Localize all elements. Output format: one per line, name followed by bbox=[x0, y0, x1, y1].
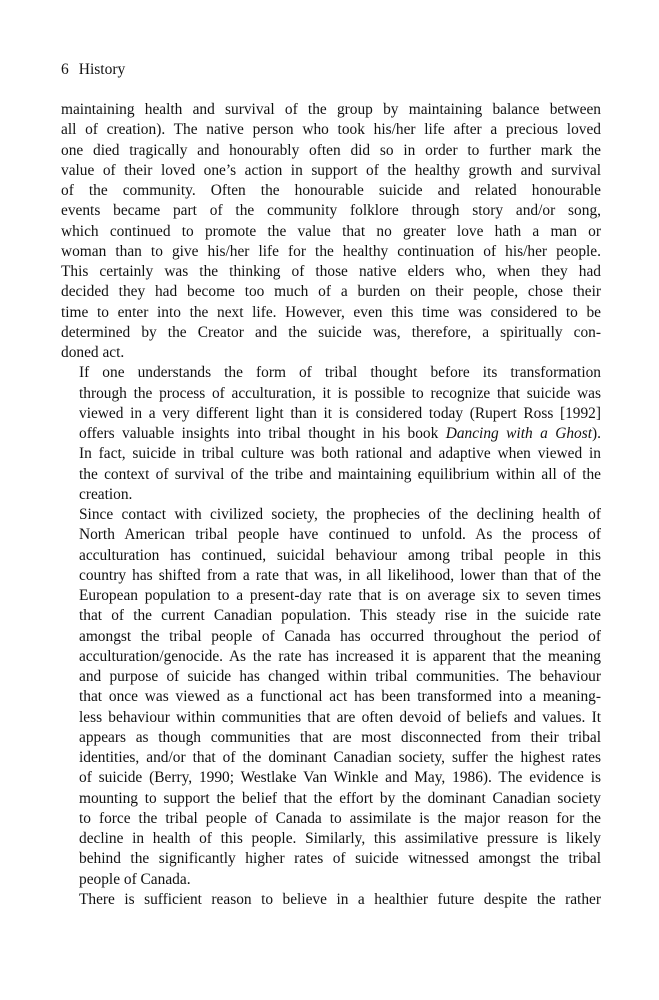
text-line bbox=[61, 424, 601, 444]
text-line: less behaviour within communities that are often devoid of beliefs and values. It bbox=[79, 708, 601, 726]
text-line: doned act. bbox=[61, 344, 125, 361]
text-line: This certainly was the thinking of those native elders who, when they had bbox=[61, 263, 601, 280]
text-line: country has shifted from a rate that was, in all likelihood, lower than that of the bbox=[79, 566, 601, 584]
text-line: mounting to support the belief that the effort by the dominant Canadian society bbox=[79, 789, 601, 807]
text-line: In fact, suicide in tribal culture was both rational and adaptive when viewed in bbox=[79, 445, 601, 463]
text-line: which continued to promote the value that no greater love hath a man or bbox=[61, 222, 601, 240]
running-title: History bbox=[78, 61, 126, 78]
text-line: determined by the Creator and the suicide was, therefore, a spiritually con- bbox=[61, 323, 601, 341]
text-line: decline in health of this people. Similarly, this assimilative pressure is likely bbox=[79, 830, 601, 847]
text-line: the context of survival of the tribe and maintaining equilibrium within all of the bbox=[79, 465, 601, 483]
text-line: events became part of the community folklore through story and/or song, bbox=[61, 202, 601, 220]
text-line: decided they had become too much of a burden on their people, chose their bbox=[61, 283, 601, 301]
text-line: all of creation). The native person who took his/her life after a precious loved bbox=[61, 121, 601, 139]
text-line: and purpose of suicide has changed within tribal communities. The behaviour bbox=[79, 668, 601, 685]
text-line: acculturation has continued, suicidal behaviour among tribal people in this bbox=[79, 546, 601, 564]
text-line: that once was viewed as a functional act has been transformed into a meaning- bbox=[79, 688, 601, 706]
text-line: behind the significantly higher rates of suicide witnessed amongst the tribal bbox=[79, 850, 601, 868]
paragraph bbox=[61, 100, 601, 363]
text-line: amongst the tribal people of Canada has occurred throughout the period of bbox=[79, 627, 601, 645]
text-line: through the process of acculturation, it is possible to recognize that suicide was bbox=[79, 384, 601, 402]
paragraph bbox=[61, 890, 601, 910]
text-line: acculturation/genocide. As the rate has increased it is apparent that the meaning bbox=[79, 647, 601, 665]
text-line: Since contact with civilized society, the prophecies of the declining health of bbox=[79, 506, 601, 523]
page-number: 6 bbox=[61, 61, 69, 78]
text-line: If one understands the form of tribal thought before its transformation bbox=[79, 364, 601, 382]
text-line: value of their loved one’s action in support of the healthy growth and survival bbox=[61, 161, 601, 179]
text-line: North American tribal people have continued to unfold. As the process of bbox=[79, 526, 601, 544]
paragraph bbox=[61, 505, 601, 890]
paragraph bbox=[61, 363, 601, 505]
text-segment: ). bbox=[592, 425, 601, 442]
text-line: people of Canada. bbox=[79, 870, 191, 888]
text-segment: offers valuable insights into tribal thought in his book bbox=[79, 425, 446, 442]
body-text bbox=[61, 100, 601, 910]
text-line: that of the current Canadian population. This steady rise in the suicide rate bbox=[79, 607, 601, 625]
text-line: viewed in a very different light than it is considered today (Rupert Ross [1992] bbox=[79, 404, 601, 422]
text-line: European population to a present-day rate that is on average six to seven times bbox=[79, 587, 601, 604]
text-line: one died tragically and honourably often did so in order to further mark the bbox=[61, 141, 601, 159]
text-line: creation. bbox=[79, 485, 133, 503]
text-line: appears as though communities that are most disconnected from their tribal bbox=[79, 728, 601, 746]
running-header bbox=[61, 60, 125, 80]
text-line: of the community. Often the honourable suicide and related honourable bbox=[61, 182, 601, 199]
text-line: woman than to give his/her life for the healthy continuation of his/her people. bbox=[61, 242, 601, 260]
text-line: of suicide (Berry, 1990; Westlake Van Winkle and May, 1986). The evidence is bbox=[79, 769, 601, 787]
text-line: time to enter into the next life. However, even this time was considered to be bbox=[61, 303, 601, 321]
book-title: Dancing with a Ghost bbox=[445, 425, 593, 442]
text-line: to force the tribal people of Canada to assimilate is the major reason for the bbox=[79, 809, 601, 827]
text-line: identities, and/or that of the dominant Canadian society, suffer the highest rates bbox=[79, 749, 601, 766]
text-line: maintaining health and survival of the group by maintaining balance between bbox=[61, 101, 601, 118]
text-line: There is sufficient reason to believe in a healthier future despite the rather bbox=[79, 890, 601, 908]
